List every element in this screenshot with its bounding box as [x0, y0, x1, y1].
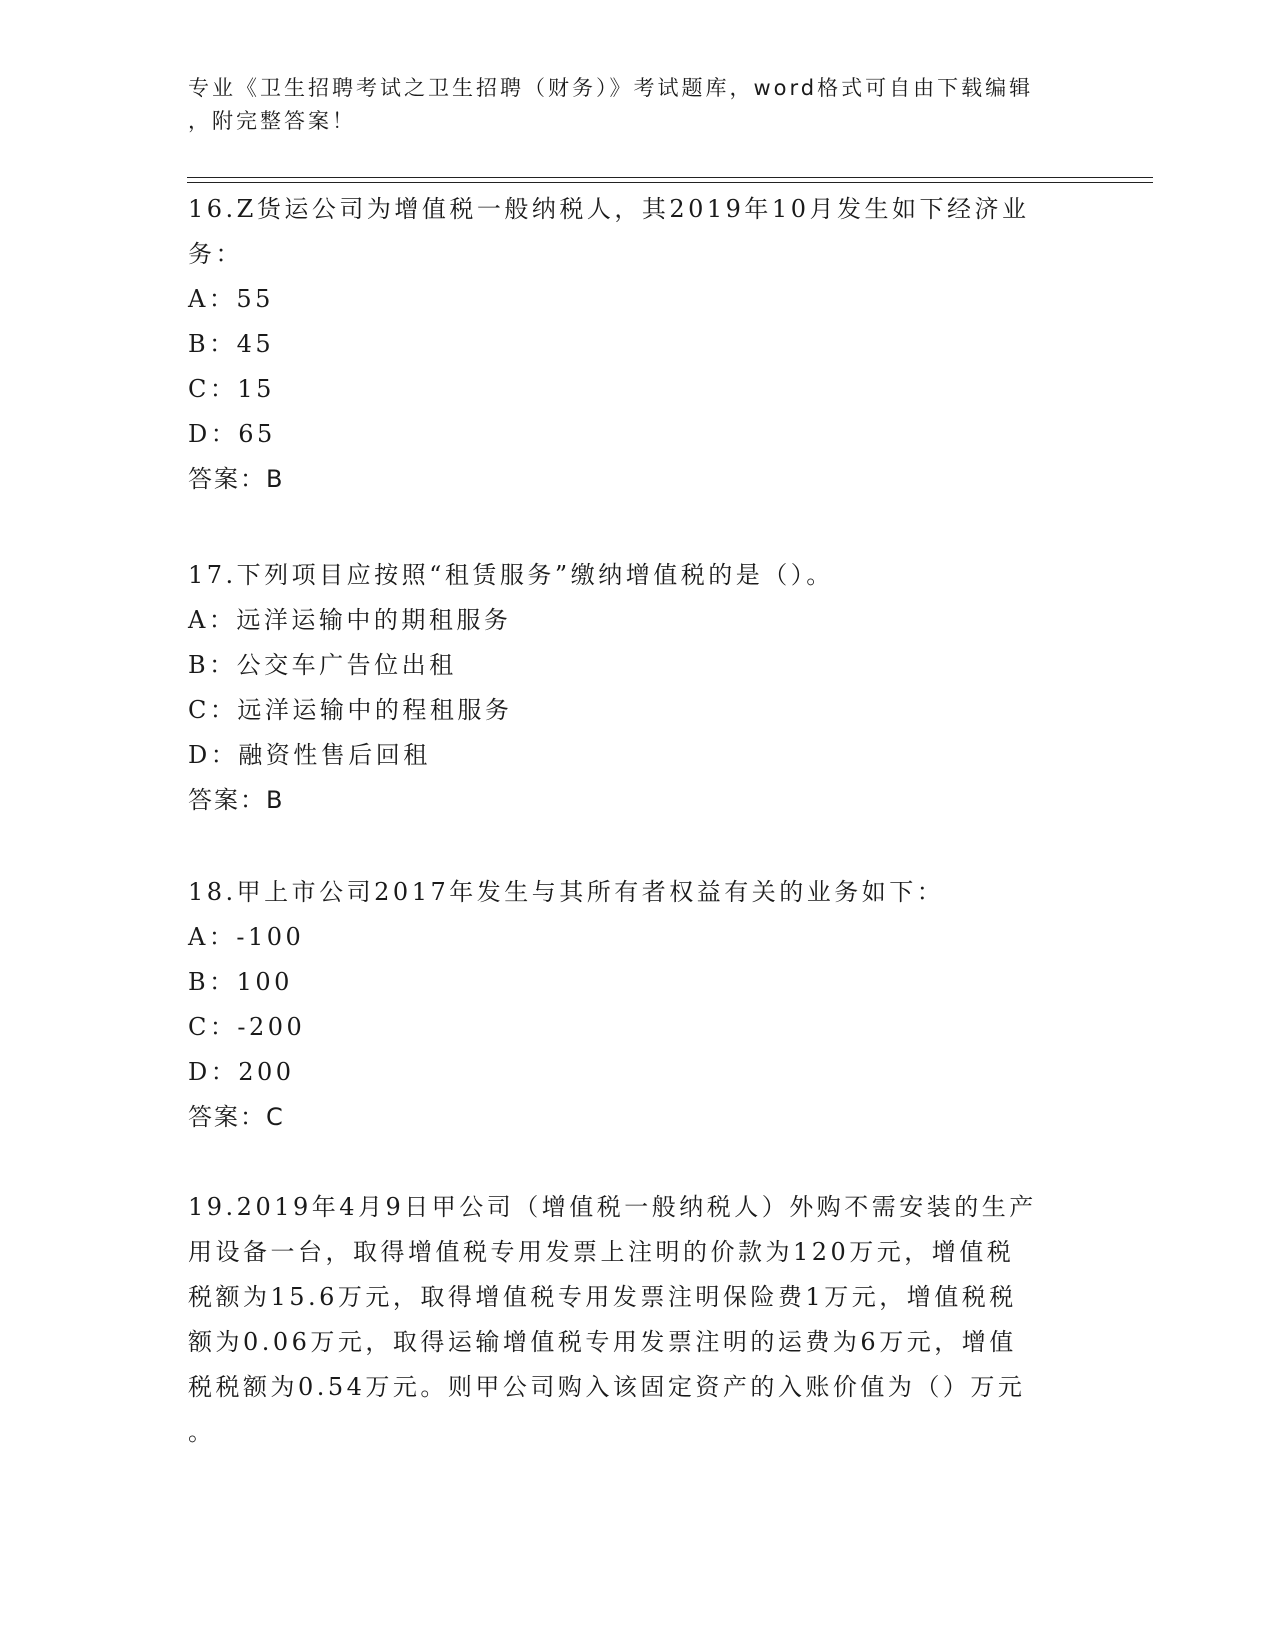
option-a: A：-100 [188, 923, 305, 951]
option-c: C：15 [188, 375, 275, 403]
question-stem-line: 用设备一台，取得增值税专用发票上注明的价款为120万元，增值税 [188, 1238, 1015, 1266]
answer-line [188, 1095, 1078, 1140]
answer-label: 答案： [188, 1103, 266, 1131]
question-stem-line: 额为0.06万元，取得运输增值税专用发票注明的运费为6万元，增值 [188, 1328, 1017, 1356]
answer-value: C [266, 1103, 286, 1131]
answer-line [188, 457, 1078, 502]
question-stem-line: 16.Z货运公司为增值税一般纳税人，其2019年10月发生如下经济业 [188, 195, 1030, 223]
option-d: D：65 [188, 420, 276, 448]
answer-label: 答案： [188, 786, 266, 814]
question-19 [188, 1185, 1078, 1455]
option-b: B：45 [188, 330, 275, 358]
question-stem-line: 17.下列项目应按照“租赁服务”缴纳增值税的是（）。 [188, 561, 834, 589]
option-a: A：55 [188, 285, 274, 313]
question-stem-line: 务： [188, 240, 243, 268]
question-18 [188, 870, 1078, 1140]
question-stem-line: 19.2019年4月9日甲公司（增值税一般纳税人）外购不需安装的生产 [188, 1193, 1037, 1221]
header-divider-top [187, 177, 1153, 178]
answer-label: 答案： [188, 465, 266, 493]
answer-value: B [266, 786, 286, 814]
option-d: D：融资性售后回租 [188, 741, 431, 769]
answer-line [188, 778, 1078, 823]
option-c: C：-200 [188, 1013, 306, 1041]
option-b: B：公交车广告位出租 [188, 651, 457, 679]
question-stem-line: 。 [188, 1418, 216, 1446]
option-c: C：远洋运输中的程租服务 [188, 696, 513, 724]
question-17 [188, 553, 1078, 823]
header-line-2: ，附完整答案！ [188, 109, 356, 133]
question-stem-line: 税税额为0.54万元。则甲公司购入该固定资产的入账价值为（）万元 [188, 1373, 1026, 1401]
document-header [188, 72, 1068, 138]
option-a: A：远洋运输中的期租服务 [188, 606, 512, 634]
option-b: B：100 [188, 968, 293, 996]
answer-value: B [266, 465, 286, 493]
header-divider-bottom [187, 182, 1153, 183]
question-stem-line: 税额为15.6万元，取得增值税专用发票注明保险费1万元，增值税税 [188, 1283, 1017, 1311]
header-line-1: 专业《卫生招聘考试之卫生招聘（财务）》考试题库，word格式可自由下载编辑 [188, 76, 1034, 100]
question-stem-line: 18.甲上市公司2017年发生与其所有者权益有关的业务如下： [188, 878, 945, 906]
option-d: D：200 [188, 1058, 295, 1086]
question-16 [188, 187, 1078, 502]
